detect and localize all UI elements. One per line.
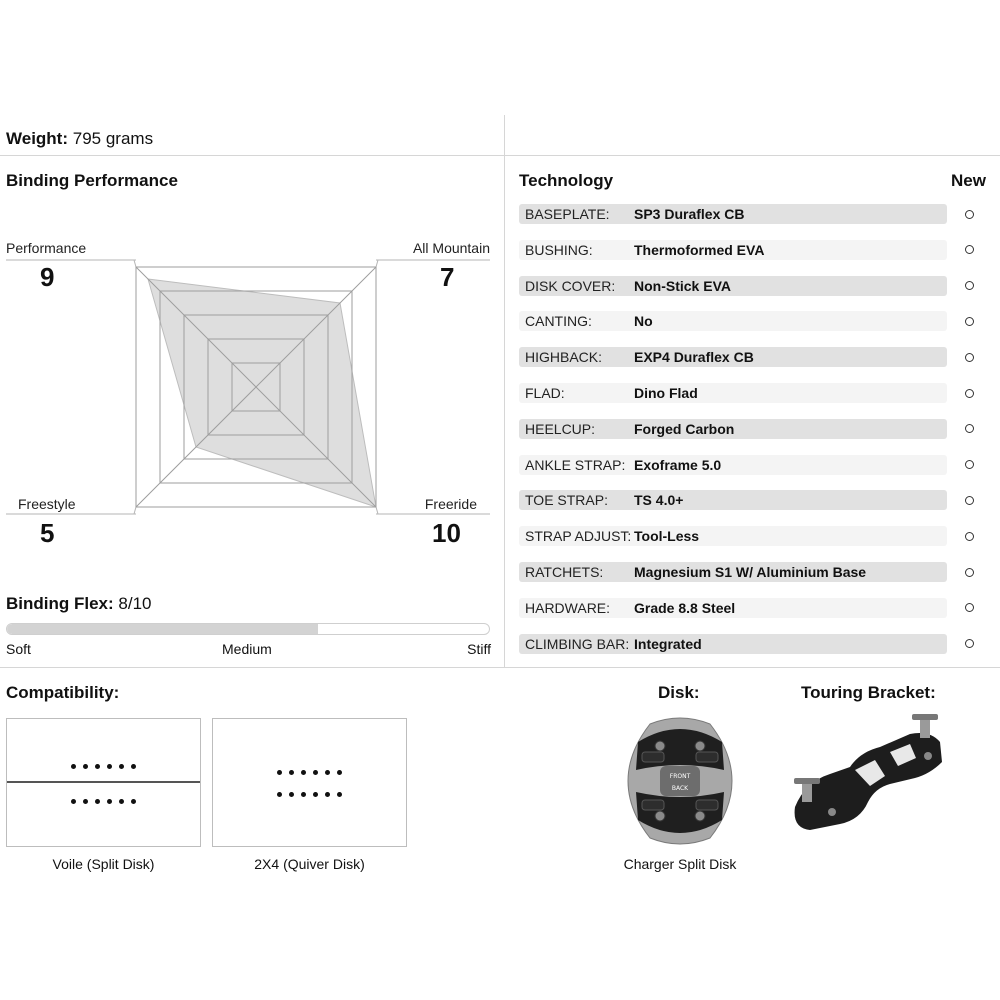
tech-row <box>519 276 947 296</box>
charger-split-disk-image <box>620 712 740 850</box>
tech-value: Forged Carbon <box>634 420 735 437</box>
split-line <box>7 781 200 783</box>
binding-performance-title: Binding Performance <box>6 171 178 190</box>
new-column-header: New <box>951 171 986 190</box>
tech-key: ANKLE STRAP: <box>525 456 626 473</box>
tech-row <box>519 490 947 510</box>
tech-row <box>519 347 947 367</box>
binding-flex-bar <box>6 623 490 635</box>
tech-value: TS 4.0+ <box>634 492 684 509</box>
quiver-bottom-holes <box>213 792 406 797</box>
tech-key: RATCHETS: <box>525 564 604 580</box>
performance-label: Performance <box>6 240 87 256</box>
freeride-label: Freeride <box>424 496 477 512</box>
tech-row <box>519 562 947 582</box>
quiver-top-holes <box>213 770 406 775</box>
tech-key: FLAD: <box>525 385 565 401</box>
tech-value: EXP4 Duraflex CB <box>634 349 754 366</box>
weight-label: Weight: <box>6 129 69 148</box>
weight-value: 795 grams <box>72 129 154 148</box>
tech-value: Integrated <box>634 635 702 652</box>
tech-row <box>519 204 947 224</box>
tech-key: TOE STRAP: <box>525 492 608 509</box>
tech-value: Non-Stick EVA <box>634 277 731 294</box>
tech-key: DISK COVER: <box>525 277 616 294</box>
new-indicator-icon <box>965 317 974 326</box>
voile-caption: Voile (Split Disk) <box>52 856 155 872</box>
new-indicator-icon <box>965 210 974 219</box>
new-indicator-icon <box>965 568 974 577</box>
compatibility-title: Compatibility: <box>6 683 120 702</box>
tech-row <box>519 455 947 475</box>
tech-row <box>519 383 947 403</box>
tech-value: Magnesium S1 W/ Aluminium Base <box>634 564 867 580</box>
quiver-caption: 2X4 (Quiver Disk) <box>254 856 365 872</box>
disk-front-text: FRONT <box>669 773 691 780</box>
all-mountain-value: 7 <box>440 262 455 292</box>
tech-key: STRAP ADJUST: <box>525 528 632 545</box>
tech-key: HIGHBACK: <box>525 349 603 366</box>
disk-caption: Charger Split Disk <box>623 856 737 872</box>
disk-title: Disk: <box>658 683 700 702</box>
freeride-value: 10 <box>432 518 461 548</box>
tech-row <box>519 526 947 546</box>
voile-bottom-holes <box>7 799 200 804</box>
flex-soft-label: Soft <box>6 641 31 657</box>
tech-key: BUSHING: <box>525 241 593 258</box>
touring-bracket-title: Touring Bracket: <box>801 683 936 702</box>
tech-key: CANTING: <box>525 313 592 330</box>
tech-value: SP3 Duraflex CB <box>634 206 745 222</box>
new-indicator-icon <box>965 424 974 433</box>
disk-back-text: BACK <box>671 785 689 792</box>
tech-row <box>519 634 947 654</box>
tech-row <box>519 240 947 260</box>
new-indicator-icon <box>965 281 974 290</box>
tech-key: HEELCUP: <box>525 420 596 437</box>
new-indicator-icon <box>965 245 974 254</box>
tech-key: BASEPLATE: <box>525 206 610 222</box>
new-indicator-icon <box>965 532 974 541</box>
new-indicator-icon <box>965 460 974 469</box>
new-indicator-icon <box>965 389 974 398</box>
tech-row <box>519 598 947 618</box>
tech-value: Dino Flad <box>634 385 698 401</box>
tech-value: Exoframe 5.0 <box>634 456 722 473</box>
voile-top-holes <box>7 764 200 769</box>
tech-row <box>519 419 947 439</box>
new-indicator-icon <box>965 353 974 362</box>
freestyle-label: Freestyle <box>18 496 76 512</box>
tech-value: No <box>634 313 653 330</box>
binding-flex-title <box>6 594 152 614</box>
tech-key: HARDWARE: <box>525 599 611 616</box>
tech-key: CLIMBING BAR: <box>525 635 630 652</box>
tech-value: Grade 8.8 Steel <box>634 599 736 616</box>
bottom-divider <box>0 667 1000 668</box>
performance-radar-chart <box>0 0 505 590</box>
tech-value: Thermoformed EVA <box>634 241 765 258</box>
binding-flex-value: 8/10 <box>118 594 152 613</box>
voile-split-disk-diagram <box>6 718 201 847</box>
flex-stiff-label: Stiff <box>467 641 491 657</box>
new-indicator-icon <box>965 496 974 505</box>
all-mountain-label: All Mountain <box>412 240 490 256</box>
new-indicator-icon <box>965 639 974 648</box>
binding-flex-fill <box>7 624 318 634</box>
touring-bracket-image <box>780 712 955 847</box>
tech-row <box>519 311 947 331</box>
freestyle-value: 5 <box>40 518 55 548</box>
tech-value: Tool-Less <box>634 528 700 545</box>
technology-title: Technology <box>519 171 614 190</box>
quiver-disk-diagram <box>212 718 407 847</box>
new-indicator-icon <box>965 603 974 612</box>
flex-medium-label: Medium <box>222 641 272 657</box>
binding-flex-label: Binding Flex: <box>6 594 114 613</box>
performance-value: 9 <box>40 262 55 292</box>
